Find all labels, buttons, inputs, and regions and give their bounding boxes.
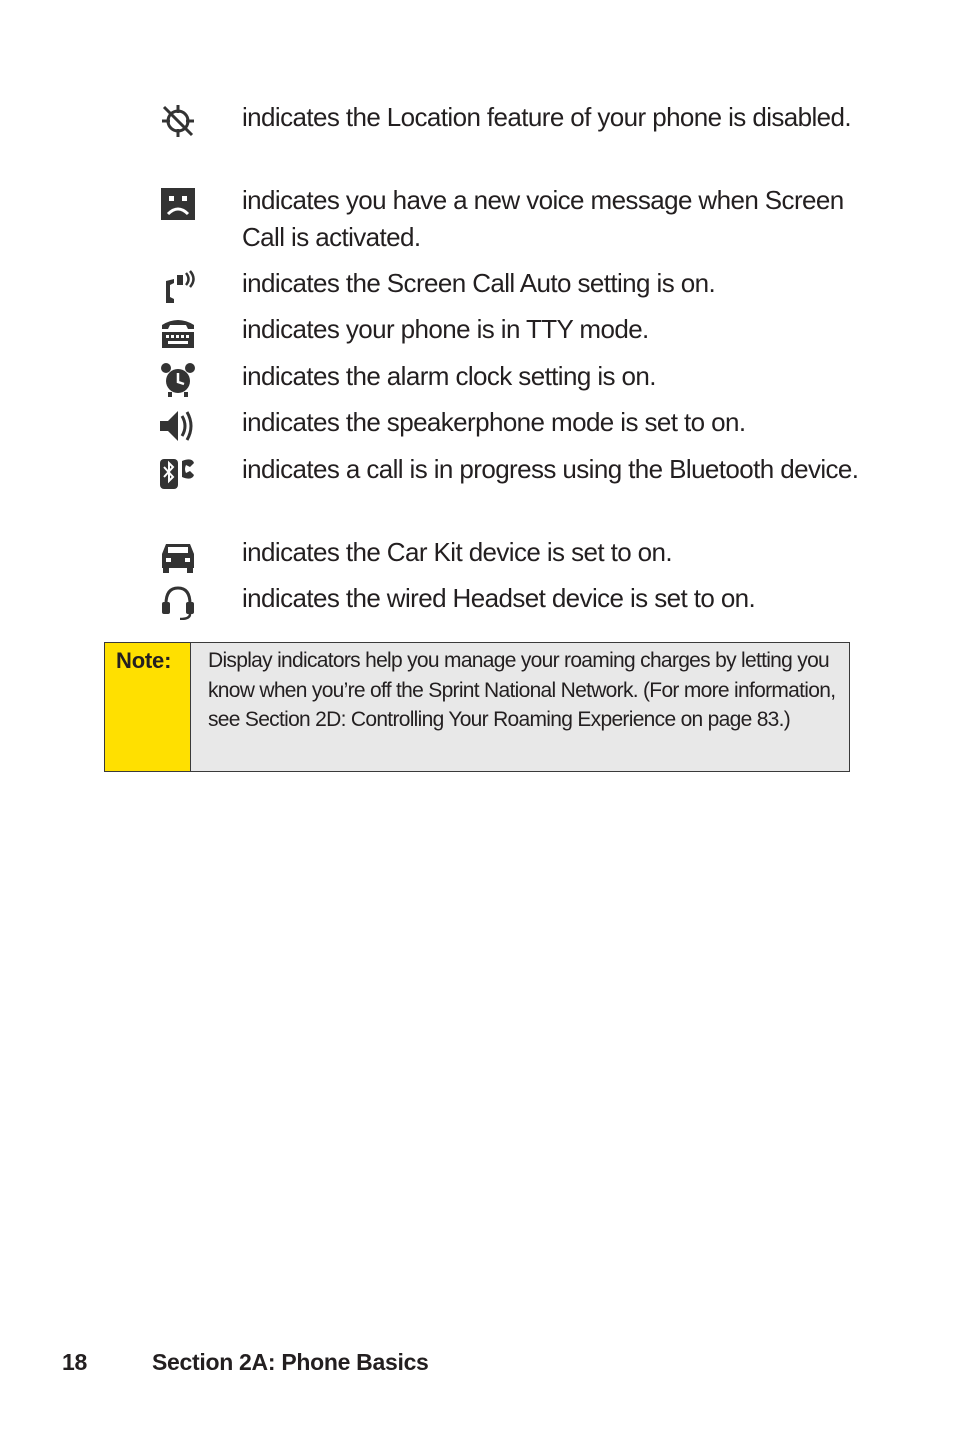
screen-call-auto-icon: [157, 268, 199, 306]
indicator-description: indicates the speakerphone mode is set to on.: [242, 407, 746, 437]
note-box: [104, 642, 850, 772]
bluetooth-call-icon: [157, 454, 199, 492]
screen-call-voice-message-icon: [157, 185, 199, 223]
alarm-clock-icon: [157, 361, 199, 399]
note-text: Display indicators help you manage your roaming charges by letting you know when you’re off the Sprint National Network. (For more information, see Section 2D: Controlling Your Roaming Experience on page 83.): [191, 643, 849, 771]
speakerphone-icon: [157, 407, 199, 445]
indicator-description: indicates the Car Kit device is set to on.: [242, 537, 673, 567]
location-off-icon: [157, 102, 199, 140]
section-title: Section 2A: Phone Basics: [152, 1349, 429, 1375]
indicator-description: indicates a call is in progress using the Bluetooth device.: [242, 454, 859, 484]
car-kit-icon: [157, 537, 199, 575]
note-label: Note:: [105, 643, 191, 771]
indicator-description: indicates the wired Headset device is set to on.: [242, 583, 756, 613]
indicator-description: indicates your phone is in TTY mode.: [242, 314, 649, 344]
indicator-description: indicates you have a new voice message when Screen Call is activated.: [242, 185, 844, 252]
tty-icon: [157, 314, 199, 352]
page-number: 18: [62, 1349, 87, 1375]
indicator-description: indicates the Location feature of your phone is disabled.: [242, 102, 852, 132]
indicator-description: indicates the Screen Call Auto setting is on.: [242, 268, 716, 298]
page-footer: [62, 1349, 429, 1376]
indicator-description: indicates the alarm clock setting is on.: [242, 361, 656, 391]
headset-icon: [157, 583, 199, 621]
